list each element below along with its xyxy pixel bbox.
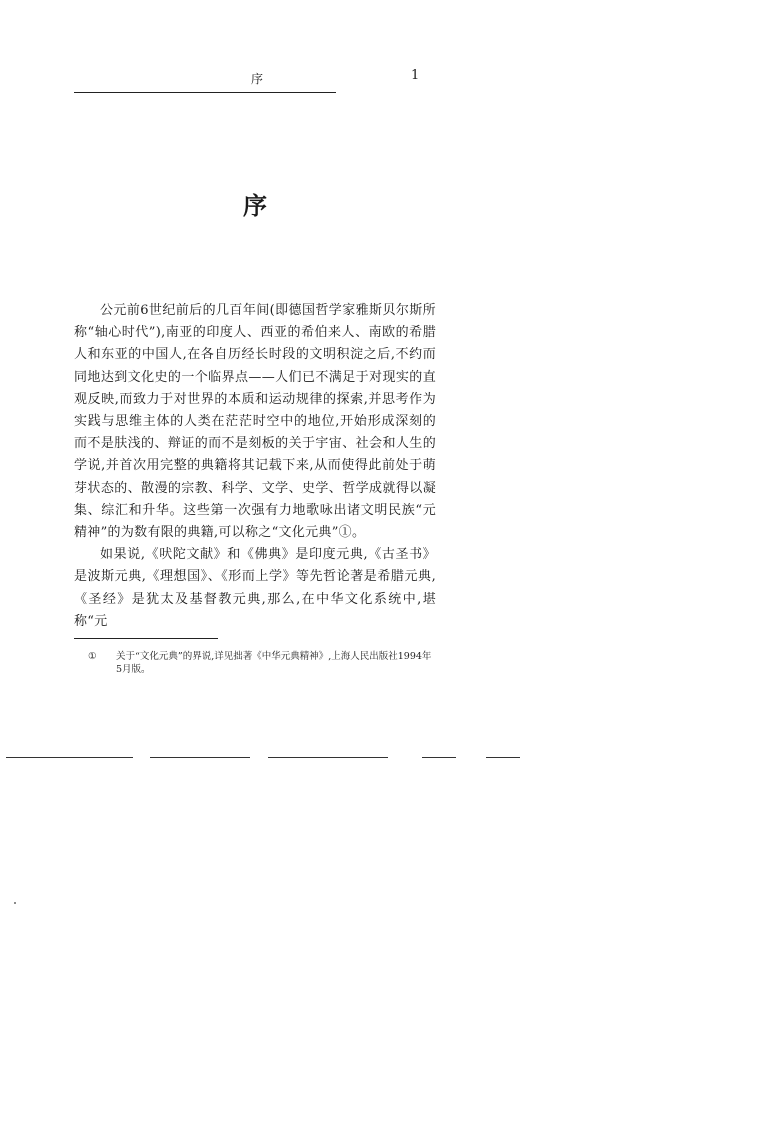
body-text bbox=[74, 300, 436, 633]
paragraph-1: 公元前6世纪前后的几百年间(即德国哲学家雅斯贝尔斯所称“轴心时代”),南亚的印度人、西亚的希伯来人、南欧的希腊人和东亚的中国人,在各自历经长时段的文明积淀之后,不约而同地达到文化史的一个临界点——人们已不满足于对现实的直观反映,而致力于对世界的本质和运动规律的探索,并思考作为实践与思维主体的人类在茫茫时空中的地位,开始形成深刻的而不是肤浅的、辩证的而不是刻板的关于宇宙、社会和人生的学说,并首次用完整的典籍将其记载下来,从而使得此前处于萌芽状态的、散漫的宗教、科学、文学、史学、哲学成就得以凝集、综汇和升华。这些第一次强有力地歌咏出诸文明民族“元精神”的为数有限的典籍,可以称之“文化元典”①。 bbox=[74, 303, 436, 541]
footnote bbox=[90, 650, 436, 676]
scan-artifact-dot bbox=[14, 902, 16, 904]
running-header-title: 序 bbox=[251, 72, 264, 86]
scan-artifact-line bbox=[486, 757, 520, 758]
scan-artifact-line bbox=[422, 757, 456, 758]
running-header bbox=[74, 66, 434, 88]
footnote-text: 关于“文化元典”的界说,详见拙著《中华元典精神》,上海人民出版社1994年5月版。 bbox=[116, 651, 432, 675]
scan-artifact-line bbox=[150, 757, 250, 758]
page-number: 1 bbox=[411, 68, 420, 83]
chapter-title: 序 bbox=[243, 192, 267, 220]
paragraph-2: 如果说,《吠陀文献》和《佛典》是印度元典,《古圣书》是波斯元典,《理想国》、《形而上学》等先哲论著是希腊元典,《圣经》是犹太及基督教元典,那么,在中华文化系统中,堪称“元 bbox=[74, 547, 436, 629]
footnote-rule bbox=[74, 638, 214, 639]
footnote-marker: ① bbox=[88, 651, 97, 662]
header-rule-dotted bbox=[232, 92, 336, 93]
scan-artifact-line bbox=[268, 757, 388, 758]
footnote-rule-mark bbox=[206, 638, 218, 639]
scan-artifact-line bbox=[6, 757, 133, 758]
